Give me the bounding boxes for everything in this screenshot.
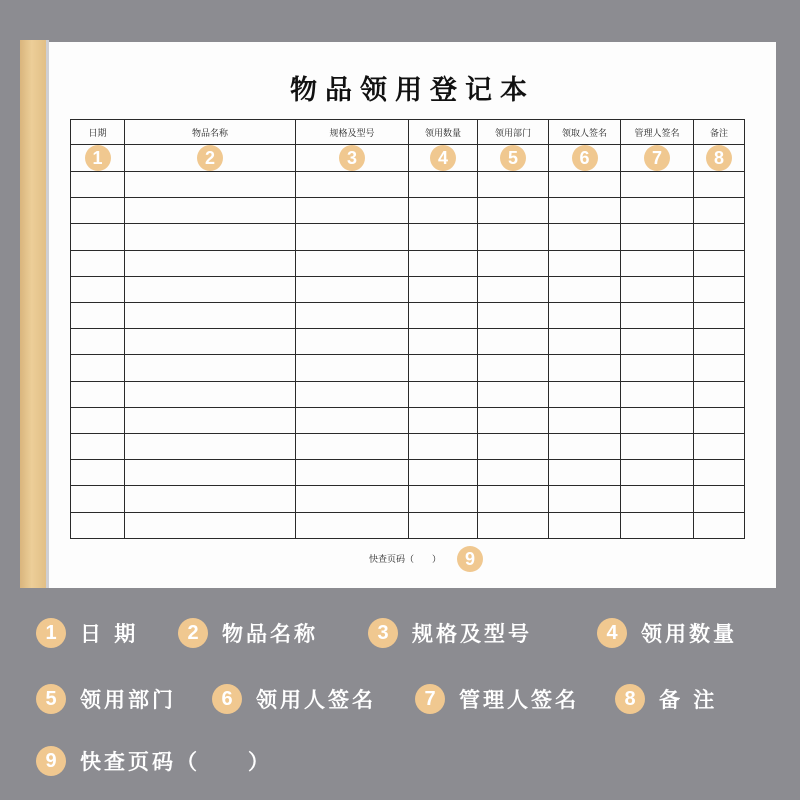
blank-row bbox=[71, 381, 745, 407]
blank-row bbox=[71, 434, 745, 460]
blank-cell bbox=[296, 381, 409, 407]
blank-cell bbox=[694, 355, 745, 381]
blank-cell bbox=[409, 250, 478, 276]
blank-cell bbox=[409, 355, 478, 381]
legend-badge: 6 bbox=[212, 684, 242, 714]
legend-item bbox=[597, 618, 737, 648]
blank-cell bbox=[549, 355, 621, 381]
blank-cell bbox=[409, 407, 478, 433]
blank-row bbox=[71, 460, 745, 486]
blank-cell bbox=[621, 512, 694, 538]
blank-row bbox=[71, 172, 745, 198]
blank-cell bbox=[125, 224, 296, 250]
legend-item bbox=[36, 618, 138, 648]
blank-cell bbox=[409, 224, 478, 250]
blank-cell bbox=[478, 407, 549, 433]
blank-cell bbox=[549, 329, 621, 355]
blank-cell bbox=[125, 250, 296, 276]
blank-cell bbox=[549, 198, 621, 224]
blank-cell bbox=[694, 512, 745, 538]
blank-cell bbox=[694, 303, 745, 329]
col-header-department: 领用部门 bbox=[478, 120, 549, 145]
blank-cell bbox=[296, 329, 409, 355]
blank-cell bbox=[125, 407, 296, 433]
blank-cell bbox=[296, 512, 409, 538]
blank-cell bbox=[549, 276, 621, 302]
book-spine bbox=[20, 40, 46, 588]
blank-cell bbox=[71, 512, 125, 538]
blank-cell bbox=[409, 381, 478, 407]
blank-row bbox=[71, 276, 745, 302]
blank-cell bbox=[478, 434, 549, 460]
blank-cell bbox=[621, 224, 694, 250]
blank-cell bbox=[296, 198, 409, 224]
legend-badge: 7 bbox=[415, 684, 445, 714]
col-header-spec-model: 规格及型号 bbox=[296, 120, 409, 145]
number-cell bbox=[478, 145, 549, 172]
blank-row bbox=[71, 329, 745, 355]
blank-row bbox=[71, 512, 745, 538]
legend-item bbox=[368, 618, 532, 648]
blank-cell bbox=[621, 460, 694, 486]
blank-cell bbox=[478, 381, 549, 407]
legend-label: 领用部门 bbox=[80, 688, 176, 712]
blank-cell bbox=[621, 381, 694, 407]
blank-cell bbox=[694, 407, 745, 433]
blank-cell bbox=[296, 172, 409, 198]
blank-cell bbox=[694, 224, 745, 250]
legend-label: 管理人签名 bbox=[459, 688, 579, 712]
blank-cell bbox=[71, 329, 125, 355]
blank-cell bbox=[621, 198, 694, 224]
blank-cell bbox=[125, 434, 296, 460]
badge-3: 3 bbox=[339, 145, 365, 171]
blank-cell bbox=[125, 303, 296, 329]
register-table bbox=[70, 119, 745, 539]
col-header-quantity: 领用数量 bbox=[409, 120, 478, 145]
badge-9: 9 bbox=[457, 546, 483, 572]
blank-row bbox=[71, 303, 745, 329]
blank-cell bbox=[478, 224, 549, 250]
blank-cell bbox=[478, 303, 549, 329]
badge-1: 1 bbox=[85, 145, 111, 171]
blank-cell bbox=[694, 486, 745, 512]
blank-cell bbox=[71, 172, 125, 198]
blank-cell bbox=[694, 434, 745, 460]
number-cell bbox=[296, 145, 409, 172]
legend-badge: 9 bbox=[36, 746, 66, 776]
blank-cell bbox=[621, 303, 694, 329]
number-cell bbox=[621, 145, 694, 172]
blank-cell bbox=[621, 276, 694, 302]
blank-cell bbox=[478, 198, 549, 224]
register-book bbox=[20, 40, 776, 588]
blank-row bbox=[71, 224, 745, 250]
blank-cell bbox=[478, 512, 549, 538]
legend bbox=[0, 612, 800, 792]
legend-badge: 3 bbox=[368, 618, 398, 648]
blank-cell bbox=[694, 198, 745, 224]
badge-8: 8 bbox=[706, 145, 732, 171]
blank-cell bbox=[125, 460, 296, 486]
blank-cell bbox=[694, 329, 745, 355]
blank-cell bbox=[478, 486, 549, 512]
blank-row bbox=[71, 355, 745, 381]
blank-row bbox=[71, 407, 745, 433]
header-row bbox=[71, 120, 745, 145]
badge-7: 7 bbox=[644, 145, 670, 171]
blank-row bbox=[71, 486, 745, 512]
blank-cell bbox=[409, 434, 478, 460]
blank-cell bbox=[296, 460, 409, 486]
legend-badge: 5 bbox=[36, 684, 66, 714]
blank-cell bbox=[71, 276, 125, 302]
blank-cell bbox=[549, 486, 621, 512]
blank-cell bbox=[549, 407, 621, 433]
legend-item bbox=[178, 618, 318, 648]
legend-item bbox=[36, 684, 176, 714]
register-page bbox=[49, 42, 776, 588]
number-row bbox=[71, 145, 745, 172]
legend-label: 快查页码（ ） bbox=[80, 750, 272, 774]
blank-cell bbox=[549, 460, 621, 486]
legend-item bbox=[415, 684, 579, 714]
number-cell bbox=[125, 145, 296, 172]
number-cell bbox=[549, 145, 621, 172]
blank-cell bbox=[296, 276, 409, 302]
blank-cell bbox=[621, 329, 694, 355]
blank-cell bbox=[125, 172, 296, 198]
number-cell bbox=[71, 145, 125, 172]
blank-cell bbox=[71, 486, 125, 512]
badge-2: 2 bbox=[197, 145, 223, 171]
blank-row bbox=[71, 198, 745, 224]
page-title: 物品领用登记本 bbox=[290, 75, 535, 106]
legend-label: 物品名称 bbox=[222, 622, 318, 646]
blank-cell bbox=[71, 381, 125, 407]
legend-badge: 2 bbox=[178, 618, 208, 648]
badge-6: 6 bbox=[572, 145, 598, 171]
blank-cell bbox=[694, 381, 745, 407]
blank-cell bbox=[71, 355, 125, 381]
legend-label: 规格及型号 bbox=[412, 622, 532, 646]
legend-label: 日 期 bbox=[80, 622, 139, 646]
blank-cell bbox=[549, 303, 621, 329]
blank-cell bbox=[621, 355, 694, 381]
blank-cell bbox=[621, 407, 694, 433]
col-header-remarks: 备注 bbox=[694, 120, 745, 145]
number-cell bbox=[694, 145, 745, 172]
badge-5: 5 bbox=[500, 145, 526, 171]
blank-cell bbox=[296, 407, 409, 433]
legend-item bbox=[212, 684, 376, 714]
blank-cell bbox=[621, 250, 694, 276]
blank-cell bbox=[409, 512, 478, 538]
blank-cell bbox=[478, 276, 549, 302]
blank-cell bbox=[549, 250, 621, 276]
blank-cell bbox=[125, 486, 296, 512]
blank-cell bbox=[478, 250, 549, 276]
blank-cell bbox=[71, 434, 125, 460]
blank-cell bbox=[478, 460, 549, 486]
number-cell bbox=[409, 145, 478, 172]
blank-cell bbox=[549, 224, 621, 250]
blank-cell bbox=[71, 407, 125, 433]
blank-cell bbox=[409, 198, 478, 224]
blank-cell bbox=[71, 250, 125, 276]
blank-cell bbox=[694, 276, 745, 302]
blank-cell bbox=[125, 512, 296, 538]
blank-cell bbox=[621, 486, 694, 512]
page-footer bbox=[49, 542, 776, 582]
blank-cell bbox=[125, 381, 296, 407]
legend-item bbox=[615, 684, 717, 714]
legend-label: 备 注 bbox=[659, 688, 718, 712]
blank-cell bbox=[549, 381, 621, 407]
legend-badge: 8 bbox=[615, 684, 645, 714]
blank-cell bbox=[478, 172, 549, 198]
quick-page-label: 快查页码（ ） bbox=[369, 555, 442, 565]
blank-cell bbox=[296, 250, 409, 276]
blank-cell bbox=[125, 276, 296, 302]
blank-cell bbox=[478, 329, 549, 355]
blank-cell bbox=[125, 329, 296, 355]
blank-cell bbox=[549, 434, 621, 460]
blank-cell bbox=[409, 172, 478, 198]
blank-cell bbox=[409, 276, 478, 302]
legend-badge: 1 bbox=[36, 618, 66, 648]
blank-cell bbox=[549, 512, 621, 538]
blank-cell bbox=[296, 434, 409, 460]
col-header-manager-signature: 管理人签名 bbox=[621, 120, 694, 145]
blank-cell bbox=[296, 355, 409, 381]
blank-cell bbox=[549, 172, 621, 198]
legend-label: 领用人签名 bbox=[256, 688, 376, 712]
blank-cell bbox=[71, 224, 125, 250]
blank-row bbox=[71, 250, 745, 276]
blank-cell bbox=[71, 198, 125, 224]
col-header-date: 日期 bbox=[71, 120, 125, 145]
blank-cell bbox=[409, 460, 478, 486]
badge-4: 4 bbox=[430, 145, 456, 171]
blank-cell bbox=[478, 355, 549, 381]
blank-cell bbox=[296, 303, 409, 329]
blank-cell bbox=[621, 172, 694, 198]
legend-item bbox=[36, 746, 272, 776]
blank-cell bbox=[125, 198, 296, 224]
blank-cell bbox=[71, 303, 125, 329]
blank-cell bbox=[694, 460, 745, 486]
blank-cell bbox=[694, 250, 745, 276]
blank-cell bbox=[409, 329, 478, 355]
blank-cell bbox=[694, 172, 745, 198]
blank-cell bbox=[409, 486, 478, 512]
col-header-item-name: 物品名称 bbox=[125, 120, 296, 145]
blank-cell bbox=[296, 224, 409, 250]
blank-cell bbox=[125, 355, 296, 381]
blank-cell bbox=[296, 486, 409, 512]
blank-cell bbox=[409, 303, 478, 329]
col-header-receiver-signature: 领取人签名 bbox=[549, 120, 621, 145]
legend-label: 领用数量 bbox=[641, 622, 737, 646]
legend-badge: 4 bbox=[597, 618, 627, 648]
blank-cell bbox=[71, 460, 125, 486]
blank-cell bbox=[621, 434, 694, 460]
